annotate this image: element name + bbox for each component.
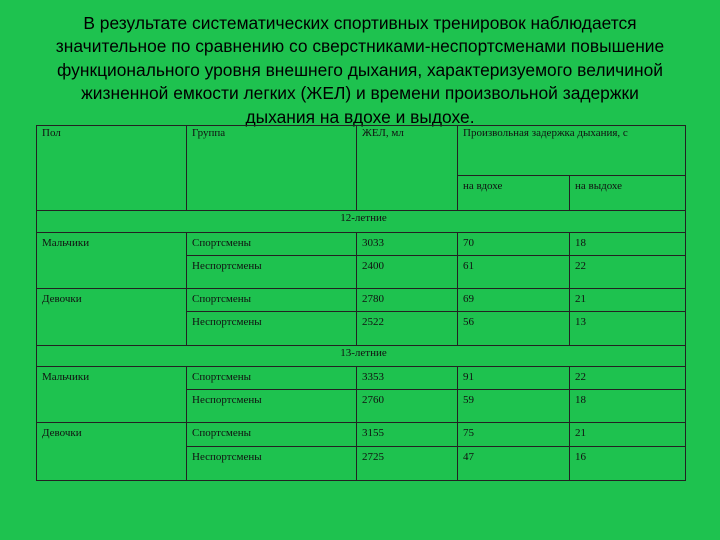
cell-exhale: 22: [570, 256, 686, 289]
cell-inhale: 75: [458, 423, 570, 447]
table-row: [37, 390, 686, 423]
cell-inhale: 91: [458, 367, 570, 390]
cell-zhel: 2725: [357, 447, 458, 481]
table-row: [37, 256, 686, 289]
title-line: В результате систематических спортивных тренировок наблюдается: [83, 13, 637, 33]
cell-sex: [37, 447, 187, 481]
cell-exhale: 21: [570, 423, 686, 447]
cell-exhale: 21: [570, 289, 686, 312]
cell-group: Спортсмены: [187, 367, 357, 390]
cell-zhel: 2400: [357, 256, 458, 289]
table-row: [37, 423, 686, 447]
table-row: [37, 289, 686, 312]
cell-inhale: 61: [458, 256, 570, 289]
title-line: функционального уровня внешнего дыхания, характеризуемого величиной: [57, 59, 663, 80]
slide-title: [20, 12, 700, 129]
header-sex: Пол: [37, 126, 187, 211]
cell-group: Неспортсмены: [187, 312, 357, 346]
title-line: значительное по сравнению со сверстниками-неспортсменами повышение: [55, 36, 665, 57]
header-inhale: на вдохе: [458, 176, 570, 211]
cell-sex: Девочки: [37, 423, 187, 447]
cell-group: Неспортсмены: [187, 256, 357, 289]
header-exhale: на выдохе: [570, 176, 686, 211]
title-line: дыхания на вдохе и выдохе.: [245, 106, 475, 127]
age-group-label: 13-летние: [37, 346, 686, 367]
table-row: [37, 312, 686, 346]
cell-sex: [37, 312, 187, 346]
cell-inhale: 69: [458, 289, 570, 312]
cell-sex: Мальчики: [37, 367, 187, 390]
cell-group: Неспортсмены: [187, 447, 357, 481]
table-row: [37, 367, 686, 390]
cell-inhale: 59: [458, 390, 570, 423]
cell-exhale: 13: [570, 312, 686, 346]
cell-zhel: 3033: [357, 233, 458, 256]
respiratory-function-table: [36, 125, 686, 481]
cell-exhale: 16: [570, 447, 686, 481]
cell-inhale: 70: [458, 233, 570, 256]
cell-inhale: 47: [458, 447, 570, 481]
cell-sex: Девочки: [37, 289, 187, 312]
header-group: Группа: [187, 126, 357, 211]
table-row: [37, 233, 686, 256]
cell-sex: [37, 390, 187, 423]
cell-zhel: 2780: [357, 289, 458, 312]
title-line: жизненной емкости легких (ЖЕЛ) и времени произвольной задержки: [81, 83, 639, 104]
cell-zhel: 3155: [357, 423, 458, 447]
cell-group: Спортсмены: [187, 289, 357, 312]
age-group-label: 12-летние: [37, 211, 686, 233]
cell-group: Неспортсмены: [187, 390, 357, 423]
cell-exhale: 18: [570, 233, 686, 256]
cell-zhel: 2760: [357, 390, 458, 423]
cell-sex: Мальчики: [37, 233, 187, 256]
cell-group: Спортсмены: [187, 423, 357, 447]
cell-group: Спортсмены: [187, 233, 357, 256]
cell-zhel: 3353: [357, 367, 458, 390]
cell-sex: [37, 256, 187, 289]
cell-exhale: 18: [570, 390, 686, 423]
cell-inhale: 56: [458, 312, 570, 346]
cell-zhel: 2522: [357, 312, 458, 346]
header-zhel: ЖЕЛ, мл: [357, 126, 458, 211]
table-row: [37, 447, 686, 481]
header-breath-hold: Произвольная задержка дыхания, с: [458, 126, 686, 176]
cell-exhale: 22: [570, 367, 686, 390]
